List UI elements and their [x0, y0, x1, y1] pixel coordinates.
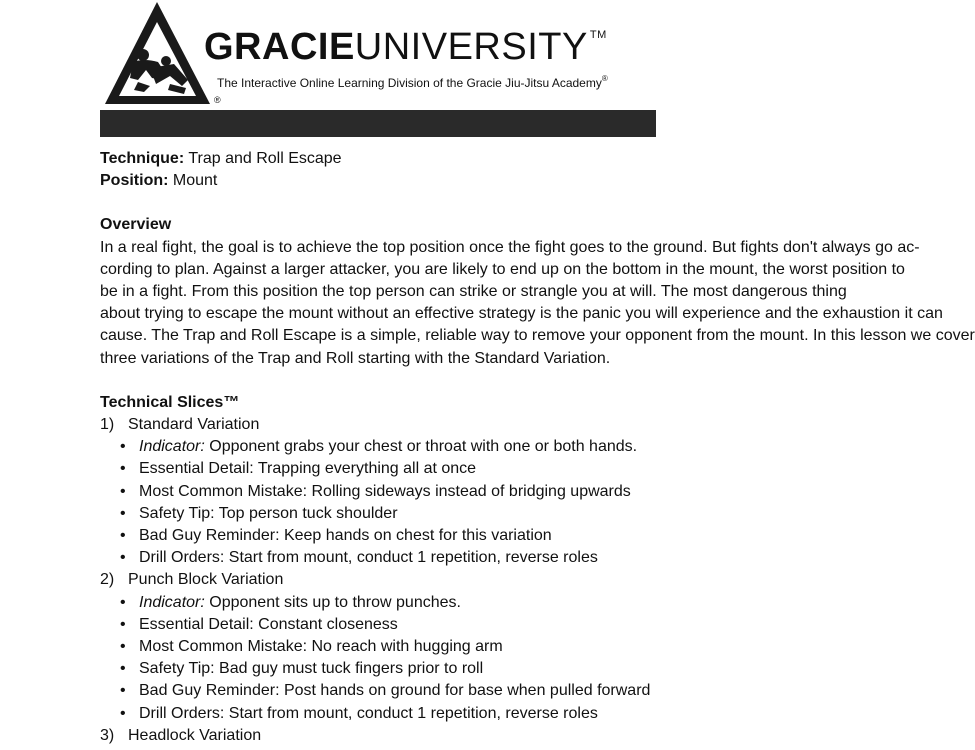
- slice-detail: [100, 481, 656, 503]
- brand-title: [204, 28, 607, 66]
- slice-detail: [100, 592, 656, 614]
- overview-line: cause. The Trap and Roll Escape is a simple, reliable way to remove your opponent from the mount. In this lesson we cover: [100, 327, 975, 345]
- detail-text: Safety Tip: Bad guy must tuck fingers prior to roll: [139, 660, 484, 678]
- trademark-mark: TM: [589, 29, 607, 41]
- slice-title: Standard Variation: [128, 416, 260, 434]
- bullet-icon: •: [120, 660, 126, 678]
- overview-line: cording to plan. Against a larger attacker, you are likely to end up on the bottom in the mount, the worst position to: [100, 260, 905, 278]
- bullet-icon: •: [120, 615, 126, 633]
- brand-tagline: [217, 76, 608, 90]
- detail-label: Indicator:: [139, 438, 205, 456]
- technical-slices-heading: Technical Slices™: [100, 393, 240, 411]
- spacer: [100, 192, 656, 214]
- overview-line: In a real fight, the goal is to achieve the top position once the fight goes to the ground. But fights don't always go ac-: [100, 238, 920, 256]
- detail-text: Most Common Mistake: Rolling sideways instead of bridging upwards: [139, 482, 631, 500]
- header-divider-bar: [100, 110, 656, 137]
- detail-text: Drill Orders: Start from mount, conduct 1 repetition, reverse roles: [139, 704, 598, 722]
- detail-text: Opponent sits up to throw punches.: [204, 593, 461, 611]
- brand-name-bold: GRACIE: [204, 26, 355, 68]
- detail-text: Essential Detail: Constant closeness: [139, 615, 398, 633]
- slice-detail: [100, 458, 656, 480]
- bullet-icon: •: [120, 460, 126, 478]
- bullet-icon: •: [120, 438, 126, 456]
- slice-number: 3): [100, 726, 115, 744]
- detail-text: Bad Guy Reminder: Post hands on ground for base when pulled forward: [139, 682, 651, 700]
- slice-title: Punch Block Variation: [128, 571, 284, 589]
- detail-label: Indicator:: [139, 593, 205, 611]
- bullet-icon: •: [120, 527, 126, 545]
- slice-title: Headlock Variation: [128, 726, 262, 744]
- logo-registered-mark: ®: [214, 95, 221, 105]
- slice-item: [100, 414, 656, 436]
- slice-item: [100, 725, 656, 747]
- position-label: Position:: [100, 172, 169, 190]
- slice-detail: [100, 436, 656, 458]
- detail-text: Bad Guy Reminder: Keep hands on chest for this variation: [139, 527, 552, 545]
- technique-value: Trap and Roll Escape: [188, 150, 342, 167]
- detail-text: Essential Detail: Trapping everything all at once: [139, 460, 477, 478]
- gracie-triangle-logo-icon: [100, 0, 215, 110]
- bullet-icon: •: [120, 638, 126, 656]
- bullet-icon: •: [120, 682, 126, 700]
- overview-heading: Overview: [100, 216, 172, 234]
- bullet-icon: •: [120, 549, 126, 567]
- slice-detail: [100, 503, 656, 525]
- slice-detail: [100, 658, 656, 680]
- tagline-text: The Interactive Online Learning Division of the Gracie Jiu-Jitsu Academy: [217, 76, 602, 90]
- slice-detail: [100, 547, 656, 569]
- slice-detail: [100, 680, 656, 702]
- technique-line: [100, 148, 656, 170]
- spacer: [100, 370, 656, 392]
- detail-text: Safety Tip: Top person tuck shoulder: [139, 504, 398, 522]
- position-line: [100, 170, 656, 192]
- bullet-icon: •: [120, 593, 126, 611]
- slice-detail: [100, 614, 656, 636]
- slice-number: 1): [100, 416, 115, 434]
- slice-item: [100, 569, 656, 591]
- bullet-icon: •: [120, 504, 126, 522]
- position-value: Mount: [172, 172, 218, 190]
- technique-label: Technique:: [100, 150, 185, 167]
- detail-text: Drill Orders: Start from mount, conduct 1 repetition, reverse roles: [139, 549, 598, 567]
- slice-detail: [100, 525, 656, 547]
- detail-text: Most Common Mistake: No reach with hugging arm: [139, 638, 503, 656]
- bullet-icon: •: [120, 482, 126, 500]
- slice-number: 2): [100, 571, 115, 589]
- tagline-registered-mark: ®: [601, 74, 608, 83]
- document-body: [100, 148, 975, 747]
- detail-text: Opponent grabs your chest or throat with one or both hands.: [204, 438, 638, 456]
- bullet-icon: •: [120, 704, 126, 722]
- overview-line: about trying to escape the mount without an effective strategy is the panic you will experience and the exhaustion it can: [100, 305, 943, 323]
- overview-line: be in a fight. From this position the top person can strike or strangle you at will. The most dangerous thing: [100, 283, 847, 301]
- slice-detail: [100, 636, 656, 658]
- overview-line: three variations of the Trap and Roll starting with the Standard Variation.: [100, 349, 611, 367]
- brand-name-light: UNIVERSITY: [354, 26, 588, 68]
- logo-header: [100, 0, 660, 110]
- slice-detail: [100, 703, 656, 725]
